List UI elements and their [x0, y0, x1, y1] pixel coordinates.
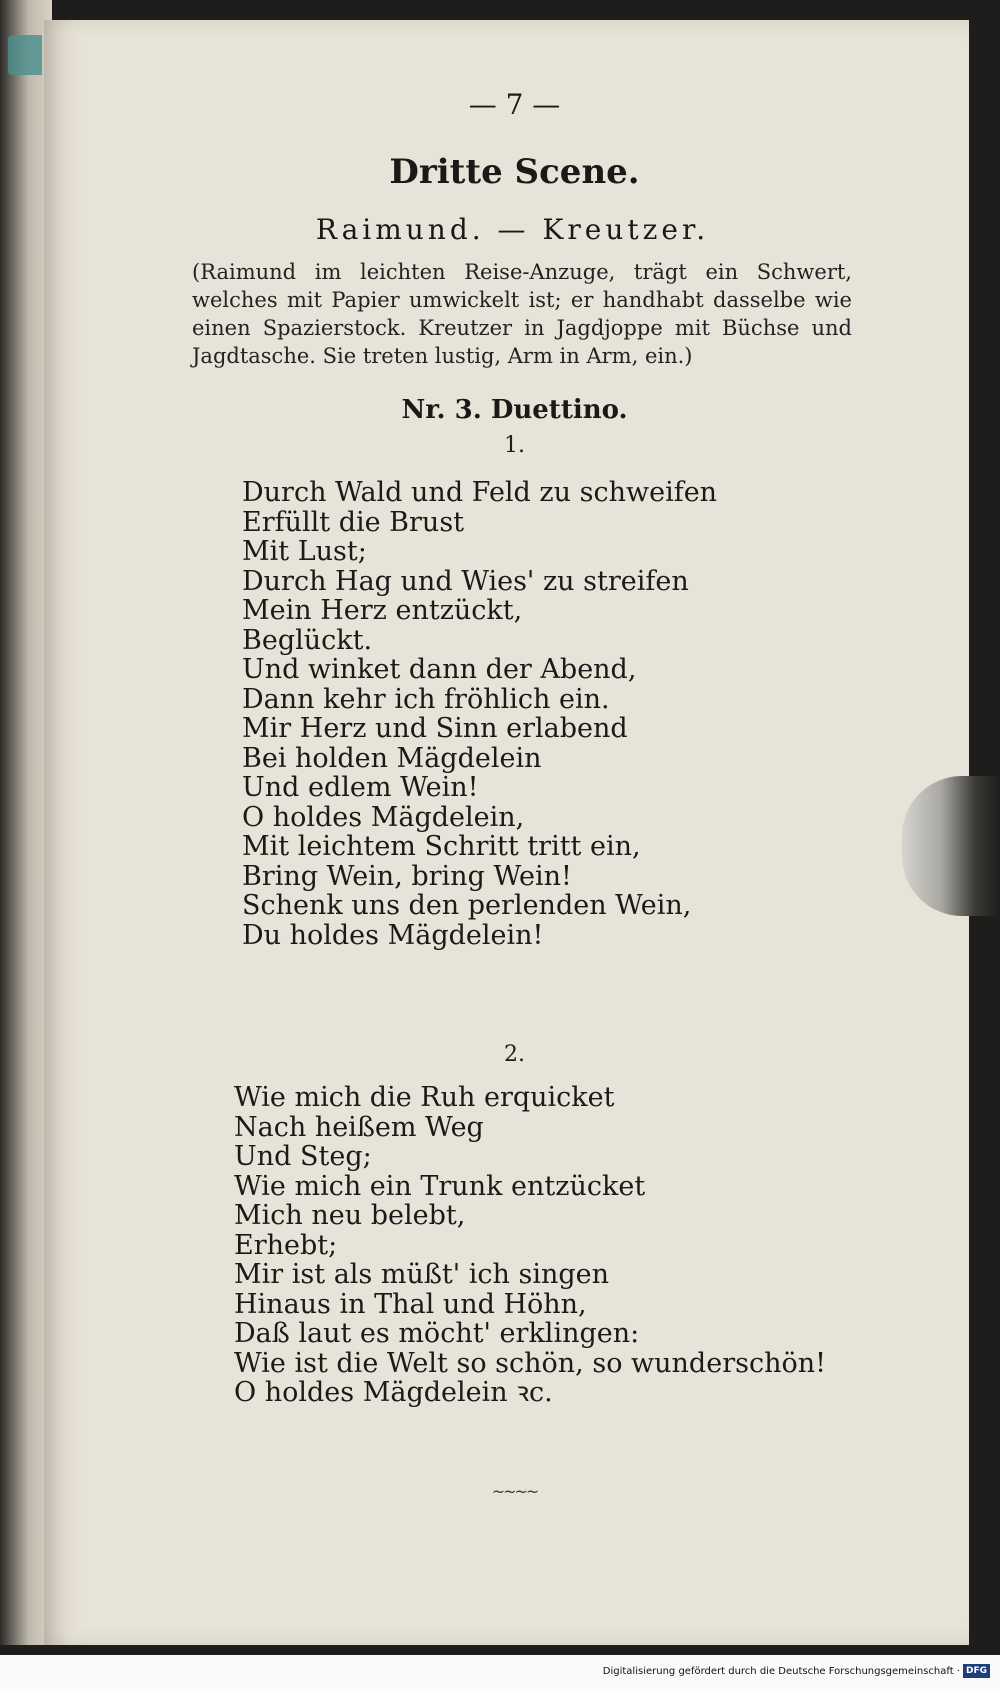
verse-line: Schenk uns den perlenden Wein, [242, 890, 692, 921]
verse-line: Und winket dann der Abend, [242, 654, 637, 685]
verse-line: Und Steg; [234, 1141, 372, 1172]
book-page [44, 20, 969, 1645]
verse-line: Beglückt. [242, 624, 373, 656]
stage-direction: (Raimund im leichten Reise-Anzuge, trägt ein Schwert, welches mit Papier umwickelt ist; er handhabt dasselbe wie einen Spazierstock. Kreutzer in Jagdjoppe mit Büchse und Jagdtasche. Sie treten lustig, Arm in Arm, ein.) [192, 260, 852, 368]
verse-line: Wie ist die Welt so schön, so wunderschön! [234, 1347, 826, 1379]
verse-line: Mir ist als müßt' ich singen [234, 1259, 610, 1290]
verse-line: Erhebt; [234, 1229, 338, 1261]
verse-line: Hinaus in Thal und Höhn, [234, 1288, 587, 1320]
end-ornament: ~~~~ [491, 1482, 538, 1501]
page-number: — 7 — [468, 88, 561, 121]
verse-line: Mein Herz entzückt, [242, 595, 523, 626]
page-clip [902, 776, 1000, 916]
verse-line: Mich neu belebt, [234, 1200, 466, 1231]
verse-line: Durch Wald und Feld zu schweifen [242, 477, 718, 508]
verse-line: Wie mich ein Trunk entzücket [234, 1170, 646, 1202]
number-title: Nr. 3. Duettino. [401, 395, 628, 425]
verse-line: Bring Wein, bring Wein! [242, 860, 572, 892]
verse-line: Mir Herz und Sinn erlabend [242, 713, 628, 744]
footer-text: Digitalisierung gefördert durch die Deutsche Forschungsgemeinschaft · [602, 1666, 960, 1677]
verse-line: O holdes Mägdelein, [242, 801, 525, 833]
verse-line: Daß laut es möcht' erklingen: [234, 1318, 640, 1349]
verse-number-1: 1. [504, 433, 525, 458]
dfg-logo: DFG [963, 1664, 990, 1678]
verse-line: Bei holden Mägdelein [242, 742, 542, 774]
verse-1 [242, 478, 717, 950]
verse-line: Wie mich die Ruh erquicket [234, 1082, 615, 1113]
verse-number-2: 2. [504, 1042, 525, 1067]
verse-line: Durch Hag und Wies' zu streifen [242, 565, 689, 597]
verse-line: Mit leichtem Schritt tritt ein, [242, 831, 641, 862]
verse-line: Mit Lust; [242, 536, 367, 567]
verse-line: Nach heißem Weg [234, 1111, 484, 1143]
verse-line: Erfüllt die Brust [242, 506, 465, 538]
verse-line: O holdes Mägdelein ꝛc. [234, 1377, 553, 1408]
scene-title: Dritte Scene. [389, 152, 640, 192]
character-names: Raimund. — Kreutzer. [315, 213, 710, 246]
verse-line: Du holdes Mägdelein! [242, 919, 544, 951]
verse-line: Dann kehr ich fröhlich ein. [242, 683, 610, 715]
digitization-footer [0, 1655, 1000, 1689]
verse-2 [234, 1083, 826, 1408]
verse-line: Und edlem Wein! [242, 772, 479, 803]
spine-tab [8, 35, 42, 75]
